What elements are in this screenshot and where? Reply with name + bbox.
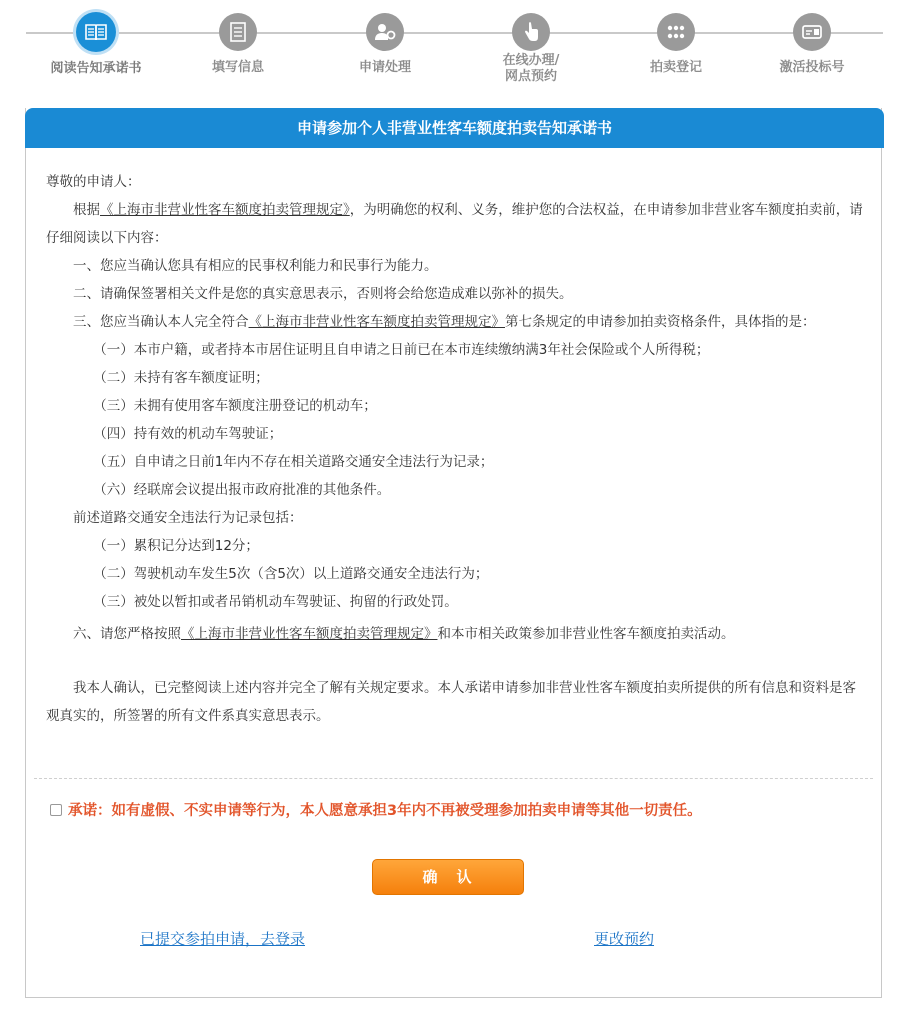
greeting: 尊敬的申请人： <box>46 174 141 190</box>
item-6 <box>46 620 866 648</box>
step-fill-info <box>168 13 308 76</box>
promise-row[interactable] <box>50 799 870 820</box>
intro-paragraph <box>46 196 866 252</box>
step-label <box>461 53 601 85</box>
step-read-notice <box>26 13 166 77</box>
item-2: 二、请确保签署相关文件是您的真实意思表示，否则将会给您造成难以弥补的损失。 <box>73 286 573 302</box>
dots-icon <box>657 13 695 51</box>
book-icon <box>76 12 116 52</box>
item-1: 一、您应当确认您具有相应的民事权利能力和民事行为能力。 <box>73 258 438 274</box>
condition-3: （三）未拥有使用客车额度注册登记的机动车； <box>93 398 377 414</box>
spacer <box>46 648 866 674</box>
item-6-post: 和本市相关政策参加非营业性客车额度拍卖活动。 <box>437 626 735 642</box>
form-icon <box>219 13 257 51</box>
intro-pre: 根据 <box>73 202 100 218</box>
item-3-post: 第七条规定的申请参加拍卖资格条件，具体指的是： <box>505 314 816 330</box>
promise-checkbox[interactable] <box>50 804 62 816</box>
notice-body <box>46 168 866 730</box>
step-online-appointment <box>461 13 601 85</box>
violation-1: （一）累积记分达到12分； <box>93 538 259 554</box>
regulation-link: 《上海市非营业性客车额度拍卖管理规定》 <box>181 626 438 642</box>
violation-2: （二）驾驶机动车发生5次（含5次）以上道路交通安全违法行为； <box>93 566 489 582</box>
violation-3: （三）被处以暂扣或者吊销机动车驾驶证、拘留的行政处罚。 <box>93 594 458 610</box>
change-appointment-link[interactable]: 更改预约 <box>594 930 655 948</box>
violations-intro: 前述道路交通安全违法行为记录包括： <box>73 510 303 526</box>
item-3 <box>46 308 866 336</box>
step-label: 阅读告知承诺书 <box>50 61 142 76</box>
condition-2: （二）未持有客车额度证明； <box>93 370 269 386</box>
promise-label[interactable]: 承诺：如有虚假、不实申请等行为，本人愿意承担3年内不再被受理参加拍卖申请等其他一切责任。 <box>68 803 702 819</box>
notice-panel <box>25 108 882 998</box>
step-label: 申请处理 <box>358 60 411 75</box>
condition-5: （五）自申请之日前1年内不存在相关道路交通安全违法行为记录； <box>93 454 494 470</box>
user-gear-icon <box>366 13 404 51</box>
step-auction-register <box>606 13 746 76</box>
hand-pointer-icon <box>512 13 550 51</box>
card-icon <box>793 13 831 51</box>
step-label: 拍卖登记 <box>649 60 702 75</box>
intro-post: ，为明确您的权利、义务，维护您的合法权益，在申请参加非营业客车额度拍卖前，请仔细阅读以下内容： <box>46 202 863 246</box>
step-label: 激活投标号 <box>779 60 845 75</box>
step-label-line2: 网点预约 <box>504 69 557 84</box>
item-3-pre: 三、您应当确认本人完全符合 <box>73 314 249 330</box>
panel-title: 申请参加个人非营业性客车额度拍卖告知承诺书 <box>25 108 884 148</box>
condition-4: （四）持有效的机动车驾驶证； <box>93 426 283 442</box>
confirmation-paragraph: 我本人确认，已完整阅读上述内容并完全了解有关规定要求。本人承诺申请参加非营业性客车额度拍卖所提供的所有信息和资料是客观真实的，所签署的所有文件系真实意思表示。 <box>46 680 856 724</box>
item-6-pre: 六、请您严格按照 <box>73 626 181 642</box>
regulation-link: 《上海市非营业性客车额度拍卖管理规定》 <box>248 314 505 330</box>
divider <box>34 778 873 779</box>
condition-1: （一）本市户籍，或者持本市居住证明且自申请之日前已在本市连续缴纳满3年社会保险或个人所得税； <box>93 342 710 358</box>
step-label: 填写信息 <box>211 60 264 75</box>
step-activate-bid <box>742 13 882 76</box>
regulation-link: 《上海市非营业性客车额度拍卖管理规定》 <box>100 202 350 218</box>
login-link[interactable]: 已提交参拍申请，去登录 <box>140 930 306 948</box>
progress-steps <box>0 0 907 100</box>
step-label-line1: 在线办理/ <box>502 53 560 68</box>
condition-6: （六）经联席会议提出报市政府批准的其他条件。 <box>93 482 391 498</box>
step-processing <box>315 13 455 76</box>
confirm-button[interactable]: 确 认 <box>372 859 524 895</box>
